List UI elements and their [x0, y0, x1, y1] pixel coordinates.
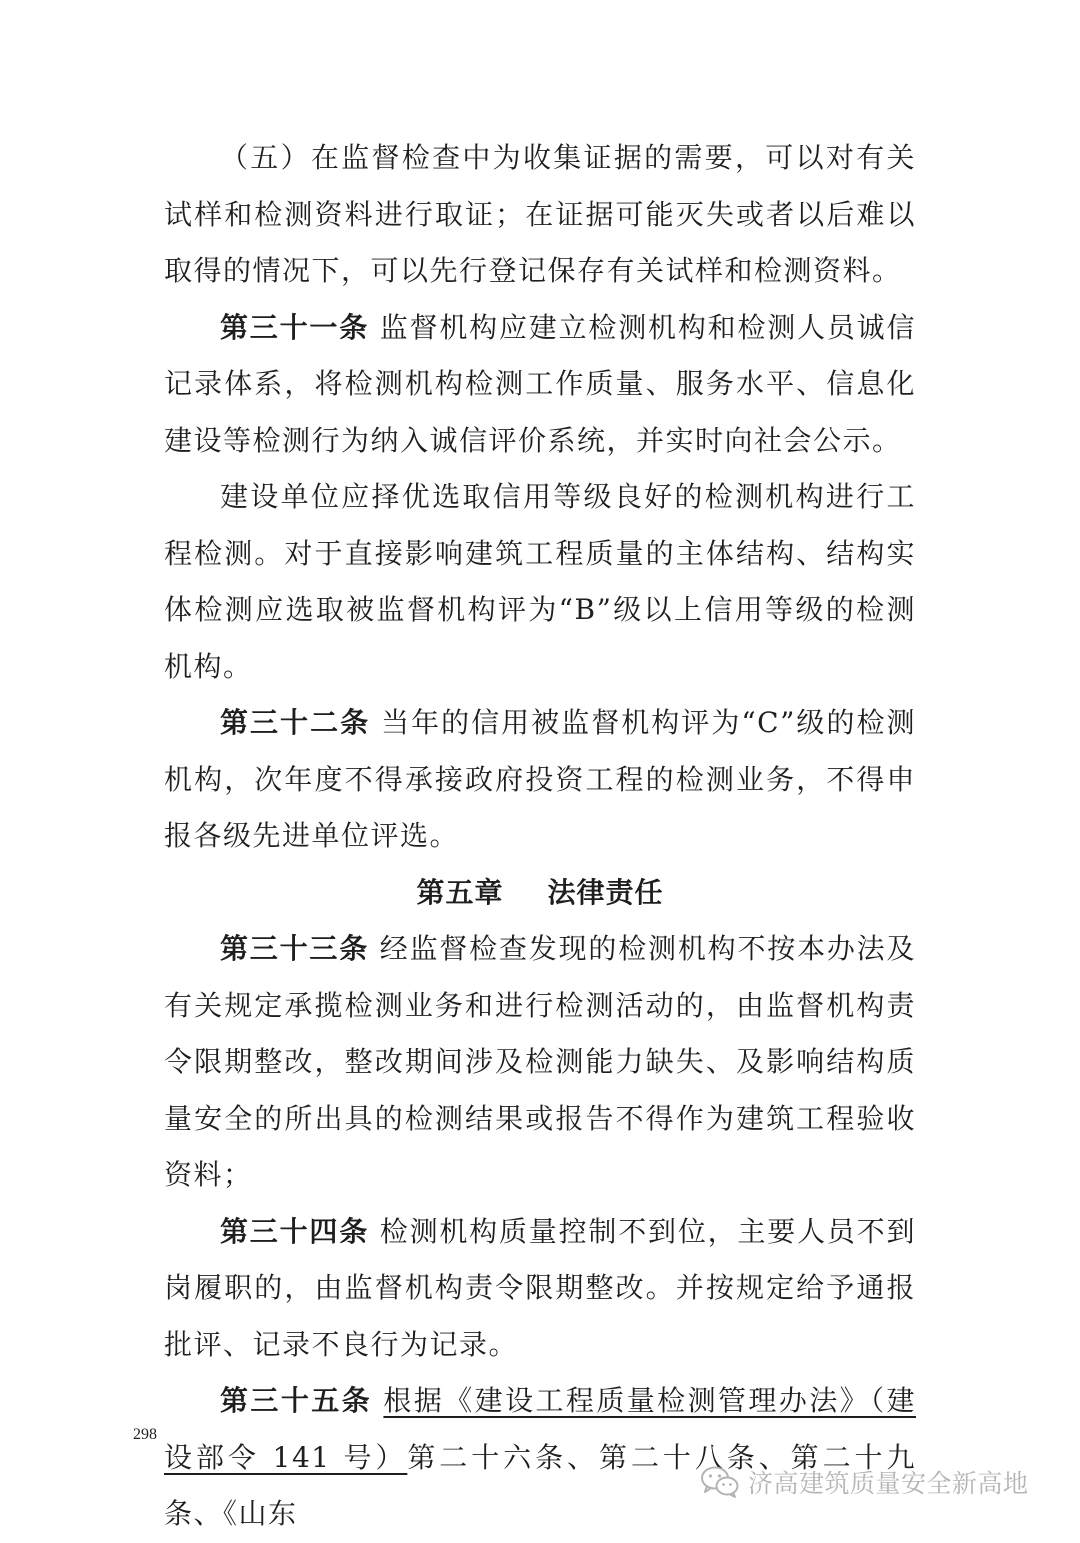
chapter-heading — [164, 865, 916, 922]
paragraph-construction-unit: 建设单位应择优选取信用等级良好的检测机构进行工程检测。对于直接影响建筑工程质量的主体结构、结构实体检测应选取被监督机构评为“B”级以上信用等级的检测机构。 — [164, 480, 916, 683]
page-number: 298 — [133, 1426, 157, 1443]
article-35 — [164, 1373, 916, 1543]
article-34-body: 检测机构质量控制不到位，主要人员不到岗履职的，由监督机构责令限期整改。并按规定给予通报批评、记录不良行为记录。 — [164, 1214, 916, 1361]
article-31 — [164, 300, 916, 470]
watermark-text: 济高建筑质量安全新高地 — [748, 1469, 1029, 1498]
article-32-title: 第三十二条 — [220, 706, 371, 739]
article-35-title: 第三十五条 — [220, 1384, 373, 1417]
article-31-body: 监督机构应建立检测机构和检测人员诚信记录体系，将检测机构检测工作质量、服务水平、信息化建设等检测行为纳入诚信评价系统，并实时向社会公示。 — [164, 310, 916, 457]
watermark — [700, 1462, 1029, 1502]
article-35-underlined-reference: 根据《建设工程质量检测管理办法》（建设部令 141 号） — [164, 1384, 916, 1474]
paragraph-item-five: （五）在监督检查中为收集证据的需要，可以对有关试样和检测资料进行取证；在证据可能灭失或者以后难以取得的情况下，可以先行登记保存有关试样和检测资料。 — [164, 141, 916, 287]
chapter-title: 法律责任 — [547, 875, 664, 909]
chapter-number: 第五章 — [416, 875, 504, 909]
article-34-title: 第三十四条 — [220, 1214, 370, 1248]
article-33-title: 第三十三条 — [220, 932, 370, 965]
article-32 — [164, 695, 916, 865]
article-35-body: 第二十六条、第二十八条、第二十九条、《山东 — [164, 1440, 916, 1530]
article-33 — [164, 921, 916, 1204]
article-33-body: 经监督检查发现的检测机构不按本办法及有关规定承揽检测业务和进行检测活动的，由监督机构责令限期整改，整改期间涉及检测能力缺失、及影响结构质量安全的所出具的检测结果或报告不得作为建筑工程验收资料； — [164, 932, 916, 1191]
article-34 — [164, 1204, 916, 1374]
article-31-title: 第三十一条 — [220, 310, 370, 344]
article-32-body: 当年的信用被监督机构评为“C”级的检测机构，次年度不得承接政府投资工程的检测业务，不得申报各级先进单位评选。 — [164, 706, 916, 852]
wechat-icon — [700, 1465, 740, 1499]
body-text — [164, 130, 916, 1543]
